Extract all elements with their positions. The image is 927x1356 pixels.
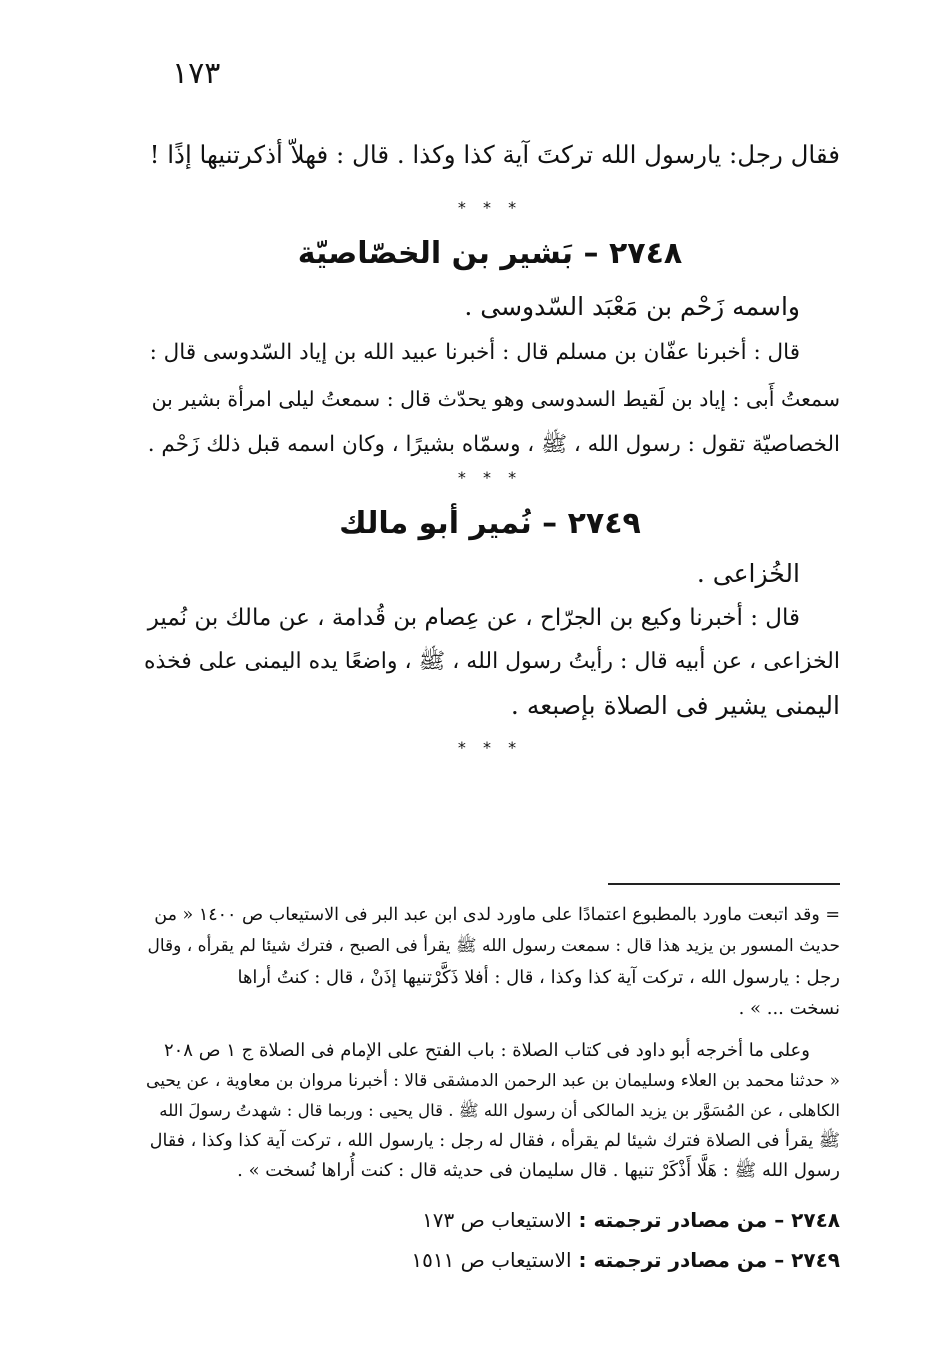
text-line: اليمنى يشير فى الصلاة بإصبعه . (510, 691, 840, 720)
source-ref-label: ٢٧٤٩ – من مصادر ترجمته : (578, 1248, 840, 1272)
text-line: الخُزاعى . (696, 559, 800, 588)
footnote-line: نسخت ... » . (738, 998, 840, 1019)
text-line: قال : أخبرنا عفّان بن مسلم قال : أخبرنا عبيد الله بن إياد السّدوسى قال : (149, 340, 800, 365)
text-line: الخصاصيّة تقول : رسول الله ، ﷺ ، وسمّاه بشيرًا ، وكان اسمه قبل ذلك زَحْم . (147, 432, 840, 457)
entry-body-2749 (140, 552, 840, 728)
text-line: فقال رجل: يارسول الله تركتَ آية كذا وكذا . قال : فهلاّ أذكرتنيها إذًا ! (149, 140, 840, 169)
section-separator: * * * (457, 468, 523, 487)
footnote-line: حديث المسور بن يزيد هذا قال : سمعت رسول الله ﷺ يقرأ فى الصبح ، فترك شيئا لم يقرأه ، وقال (147, 936, 840, 956)
text-line: قال : أخبرنا وكيع بن الجرّاح ، عن عِصام بن قُدامة ، عن مالك بن نُمير (147, 605, 800, 631)
section-separator: * * * (457, 738, 523, 757)
source-ref-value: الاستيعاب ص ١٥١١ (411, 1248, 572, 1272)
entry-heading-2748: ٢٧٤٨ – بَشير بن الخصّاصيّة (297, 236, 683, 271)
footnote-paragraph-1 (140, 900, 840, 1024)
footnote-line: رجل : يارسول الله ، تركت آية كذا وكذا ، قال : أفلا ذَكَّرْتنيها إذَنْ ، قال : كنتُ أراها (237, 967, 840, 988)
footnote-line: الكاهلى ، عن المُسَوَّر بن يزيد المالكى أن رسول الله ﷺ . قال يحيى : وربما قال : شهدتُ رسولَ الله (159, 1101, 840, 1120)
footnote-paragraph-2 (140, 1036, 840, 1186)
page-number: ١٧٣ (172, 56, 221, 91)
intro-paragraph (140, 140, 840, 169)
footnote-rule (608, 883, 840, 885)
footnote-line: = وقد اتبعت ماورد بالمطبوع اعتمادًا على ماورد لدى ابن عبد البر فى الاستيعاب ص ١٤٠٠ « من (154, 905, 840, 925)
footnote-line: رسول الله ﷺ : هَلَّا أَذْكَرْ تنيها . قال سليمان فى حديثه قال : كنت أُراها نُسخت » . (237, 1160, 840, 1181)
footnote-line: ﷺ يقرأ فى الصلاة فترك شيئا لم يقرأه ، فقال له رجل : يارسول الله ، تركت آية كذا وكذا ، فقال (149, 1131, 840, 1151)
source-ref-2749 (140, 1240, 840, 1280)
footnote-line: « حدثنا محمد بن العلاء وسليمان بن عبد الرحمن الدمشقى قالا : أخبرنا مروان بن معاوية ، عن يحيى (146, 1071, 840, 1091)
source-ref-label: ٢٧٤٨ – من مصادر ترجمته : (578, 1208, 840, 1232)
entry-heading-2749: ٢٧٤٩ – نُمير أبو مالك (339, 506, 641, 541)
source-ref-2748 (140, 1200, 840, 1240)
text-line: واسمه زَحْم بن مَعْبَد السّدوسى . (464, 292, 800, 321)
source-ref-value: الاستيعاب ص ١٧٣ (422, 1208, 572, 1232)
text-line: الخزاعى ، عن أبيه قال : رأيتُ رسول الله ، ﷺ ، واضعًا يده اليمنى على فخذه (143, 649, 840, 674)
footnote-sources (140, 1200, 840, 1280)
section-separator: * * * (457, 198, 523, 217)
entry-body-2748 (140, 284, 840, 468)
footnote-line: وعلى ما أخرجه أبو داود فى كتاب الصلاة : باب الفتح على الإمام فى الصلاة ج ١ ص ٢٠٨ (163, 1040, 810, 1061)
text-line: سمعتُ أَبى : إياد بن لَقيط السدوسى وهو يحدّث قال : سمعتُ ليلى امرأة بشير بن (151, 387, 840, 411)
